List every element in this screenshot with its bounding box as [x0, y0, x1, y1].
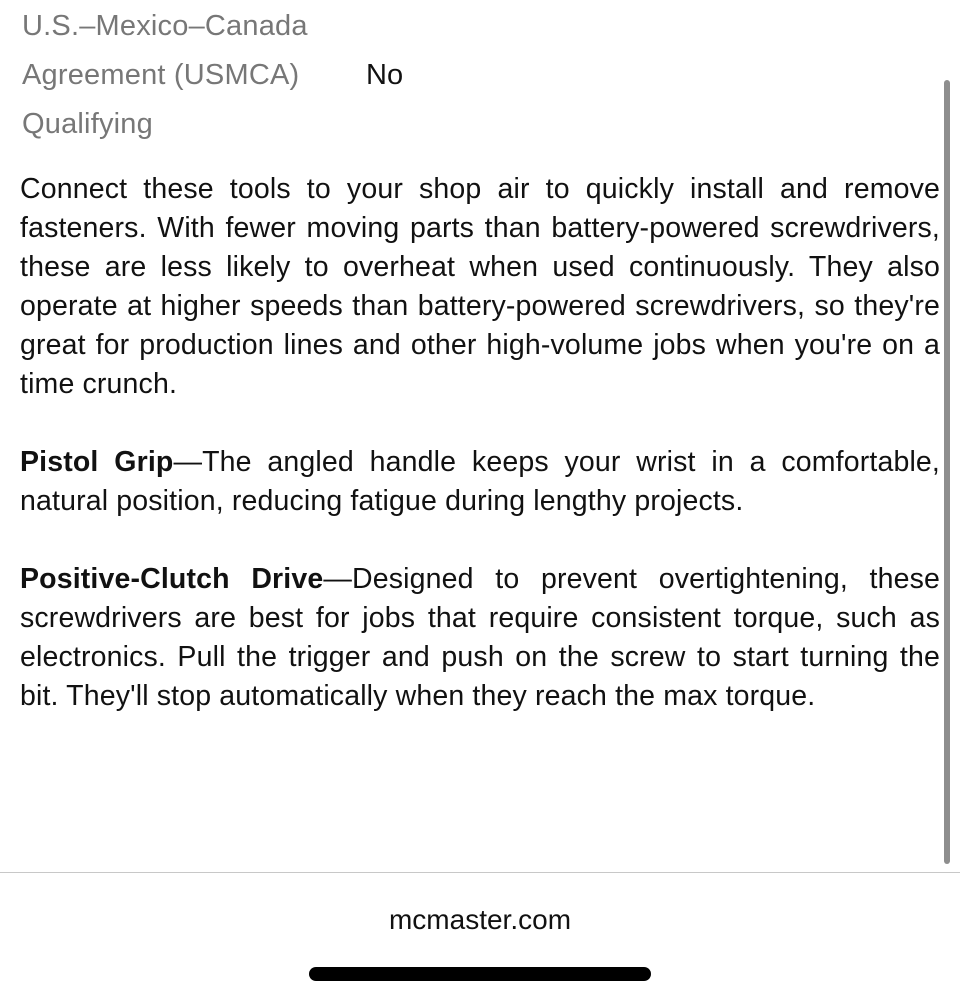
vertical-scrollbar[interactable] — [944, 80, 950, 864]
toolbar-divider — [0, 872, 960, 873]
product-description: Connect these tools to your shop air to quickly install and remove fasteners. With fewer moving parts than battery-powered screwdrivers, these are less likely to overheat when used continuously. They also operate at higher speeds than battery-powered screwdrivers, so they're great for production lines and other high-volume jobs when you're on a time crunch. — [20, 173, 940, 400]
spec-label: U.S.–Mexico–Canada Agreement (USMCA) Qualifying — [22, 10, 308, 140]
feature-separator: — — [173, 446, 203, 478]
feature-pistol-grip — [20, 443, 940, 521]
home-indicator[interactable] — [309, 967, 651, 981]
feature-positive-clutch-drive — [20, 560, 940, 716]
product-detail-content — [20, 0, 940, 716]
feature-term: Pistol Grip — [20, 446, 174, 478]
feature-text: Designed to prevent overtightening, these screwdrivers are best for jobs that require consistent torque, such as electronics. Pull the trigger and push on the screw to start turning the bit. They'll stop automatically when they reach the max torque. — [20, 563, 941, 712]
feature-separator: — — [323, 563, 353, 595]
spec-row-usmca — [20, 0, 940, 146]
feature-text: The angled handle keeps your wrist in a comfortable, natural position, reducing fatigue during lengthy projects. — [20, 446, 940, 517]
feature-term: Positive-Clutch Drive — [20, 563, 324, 595]
spec-value: No — [366, 59, 404, 91]
address-bar-domain[interactable]: mcmaster.com — [388, 904, 572, 935]
